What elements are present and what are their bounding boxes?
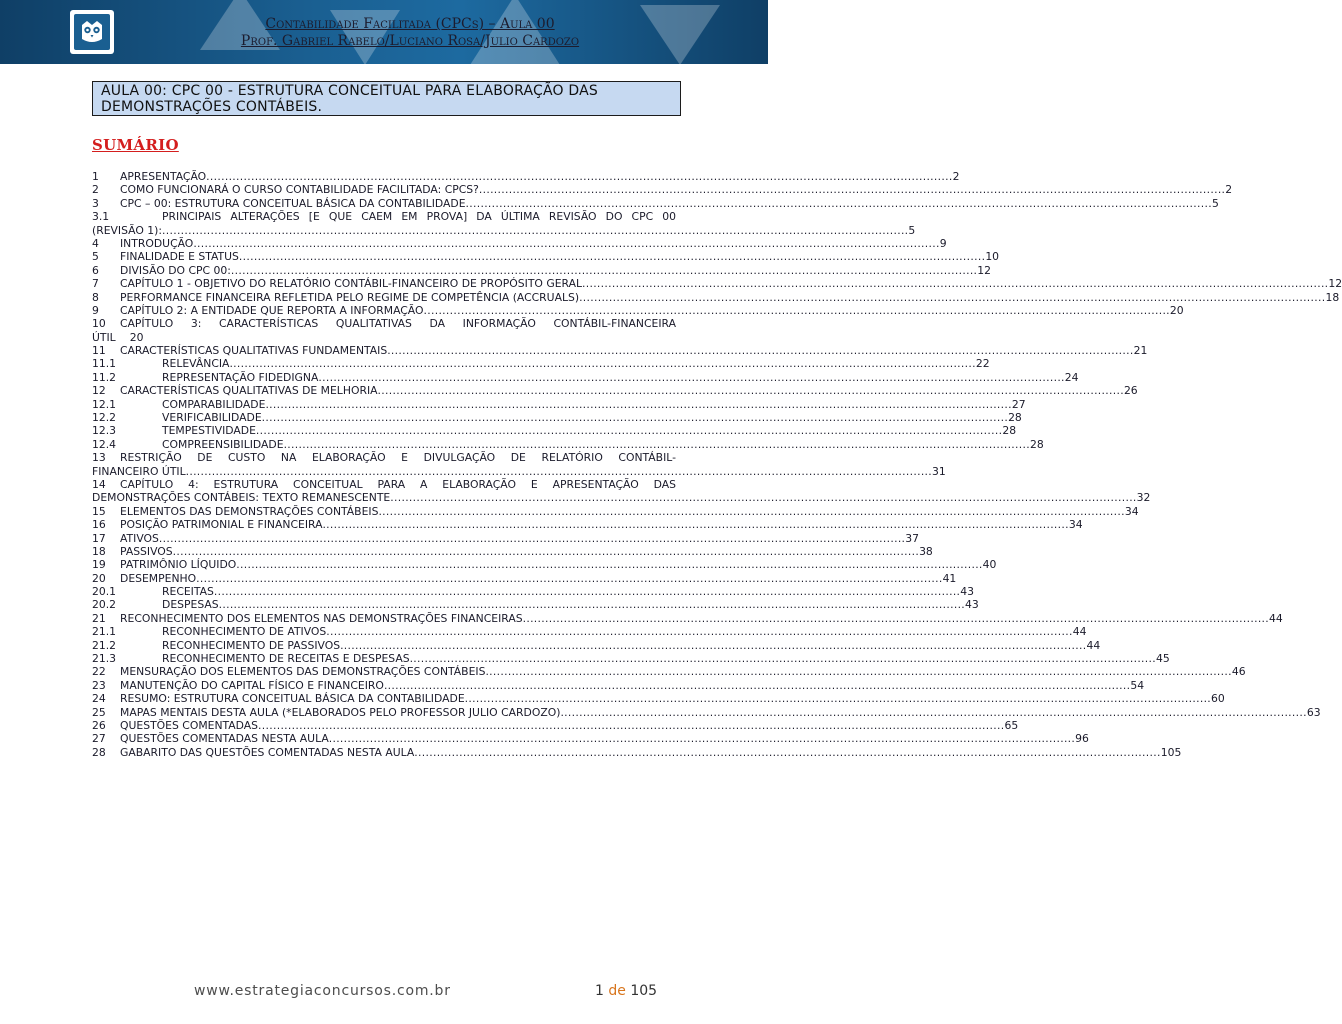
toc-number: 17 <box>92 531 106 545</box>
toc-title: CPC – 00: ESTRUTURA CONCEITUAL BÁSICA DA CONTABILIDADE <box>120 196 466 210</box>
toc-title: RECONHECIMENTO DE ATIVOS <box>162 625 327 639</box>
toc-entry[interactable] <box>92 451 946 478</box>
sumario-heading: SUMÁRIO <box>92 136 179 154</box>
toc-number: 20.1 <box>92 585 117 599</box>
toc-title: RESUMO: ESTRUTURA CONCEITUAL BÁSICA DA CONTABILIDADE <box>120 692 465 706</box>
toc-title: ATIVOS <box>120 531 159 545</box>
toc-title: RECONHECIMENTO DOS ELEMENTOS NAS DEMONSTRAÇÕES FINANCEIRAS <box>120 611 523 625</box>
toc-title: QUESTÕES COMENTADAS NESTA AULA <box>120 732 329 746</box>
toc-title: CAPÍTULO 1 - OBJETIVO DO RELATÓRIO CONTÁBIL-FINANCEIRO DE PROPÓSITO GERAL <box>120 277 582 291</box>
toc-title-continued: ÚTIL <box>92 330 116 344</box>
toc-number: 2 <box>92 183 99 197</box>
toc-page-number: 20 <box>1169 303 1184 317</box>
toc-title: PRINCIPAIS ALTERAÇÕES [E QUE CAEM EM PROVA] DA ÚLTIMA REVISÃO DO CPC 00 <box>162 210 676 224</box>
toc-entry[interactable] <box>92 210 916 237</box>
toc-title: FINALIDADE E STATUS <box>120 250 239 264</box>
toc-page-number: 26 <box>1123 384 1138 398</box>
toc-leader: ........................................................................................................................................................................................................ <box>390 491 1137 505</box>
toc-entry[interactable] <box>92 531 920 545</box>
toc-page-number: 20 <box>129 330 144 344</box>
toc-entry[interactable] <box>92 518 1083 532</box>
toc-entry[interactable] <box>92 638 1101 652</box>
lesson-title: AULA 00: CPC 00 - ESTRUTURA CONCEITUAL PARA ELABORAÇÃO DAS DEMONSTRAÇÕES CONTÁBEIS. <box>101 82 598 115</box>
toc-leader: ........................................................................................................................................................................................................ <box>423 303 1170 317</box>
toc-number: 8 <box>92 290 99 304</box>
toc-entry[interactable] <box>92 652 1170 666</box>
toc-title: INTRODUÇÃO <box>120 236 194 250</box>
page-current: 1 <box>595 983 604 999</box>
toc-number: 27 <box>92 732 106 746</box>
toc-page-number: 44 <box>1086 638 1101 652</box>
footer-url[interactable]: www.estrategiaconcursos.com.br <box>194 983 451 999</box>
toc-leader: ........................................................................................................................................................................................................ <box>162 223 909 237</box>
toc-leader: ........................................................................................................................................................................................................ <box>236 558 983 572</box>
toc-leader: ........................................................................................................................................................................................................ <box>326 625 1073 639</box>
toc-page-number: 31 <box>932 464 946 478</box>
toc-title: DIVISÃO DO CPC 00: <box>120 263 231 277</box>
toc-leader: ........................................................................................................................................................................................................ <box>238 250 986 264</box>
table-of-contents <box>92 169 1342 759</box>
toc-leader: ........................................................................................................................................................................................................ <box>258 719 1005 732</box>
toc-entry[interactable] <box>92 598 979 612</box>
professors-line: Prof. Gabriel Rabelo/Luciano Rosa/Julio Cardozo <box>240 33 580 49</box>
toc-leader: ........................................................................................................................................................................................................ <box>560 705 1307 719</box>
toc-entry[interactable] <box>92 732 1089 746</box>
owl-logo-icon <box>70 10 114 54</box>
toc-entry[interactable] <box>92 169 960 183</box>
toc-title: MANUTENÇÃO DO CAPITAL FÍSICO E FINANCEIRO <box>120 678 384 692</box>
toc-title: APRESENTAÇÃO <box>120 169 207 183</box>
toc-title: COMPREENSIBILIDADE <box>162 437 284 451</box>
toc-number: 19 <box>92 558 106 572</box>
toc-number: 1 <box>92 169 99 183</box>
toc-number: 11 <box>92 344 106 358</box>
toc-title: MAPAS MENTAIS DESTA AULA (*ELABORADOS PELO PROFESSOR JULIO CARDOZO) <box>120 705 561 719</box>
toc-leader: ........................................................................................................................................................................................................ <box>579 290 1326 304</box>
toc-page-number: 41 <box>942 571 957 585</box>
toc-title: PATRIMÔNIO LÍQUIDO <box>120 558 237 572</box>
toc-entry[interactable] <box>92 705 1321 719</box>
toc-entry[interactable] <box>92 424 1017 438</box>
toc-number: 16 <box>92 518 106 532</box>
toc-entry[interactable] <box>92 611 1283 625</box>
toc-entry[interactable] <box>92 477 1151 505</box>
toc-number: 10 <box>92 317 106 331</box>
toc-page-number: 12 <box>977 263 992 277</box>
toc-page-number: 60 <box>1211 692 1225 706</box>
toc-entry[interactable] <box>92 585 975 599</box>
page-number <box>595 983 657 999</box>
toc-title: QUESTÕES COMENTADAS <box>120 719 259 732</box>
toc-page-number: 28 <box>1029 437 1044 451</box>
toc-leader: ........................................................................................................................................................................................................ <box>409 652 1156 666</box>
toc-title: GABARITO DAS QUESTÕES COMENTADAS NESTA AULA <box>120 745 415 759</box>
toc-entry[interactable] <box>92 397 1026 411</box>
toc-leader: ........................................................................................................................................................................................................ <box>172 544 920 558</box>
toc-title: RESTRIÇÃO DE CUSTO NA ELABORAÇÃO E DIVULGAÇÃO DE RELATÓRIO CONTÁBIL- <box>120 451 676 465</box>
toc-leader: ........................................................................................................................................................................................................ <box>522 611 1270 625</box>
toc-title: COMPARABILIDADE <box>162 397 266 411</box>
toc-page-number: 44 <box>1269 611 1283 625</box>
toc-title: CAPÍTULO 2: A ENTIDADE QUE REPORTA A INFORMAÇÃO <box>120 303 424 317</box>
toc-number: 22 <box>92 665 106 679</box>
toc-entry[interactable] <box>92 571 957 585</box>
toc-page-number: 37 <box>905 531 920 545</box>
toc-leader: ........................................................................................................................................................................................................ <box>318 370 1065 384</box>
toc-leader: ........................................................................................................................................................................................................ <box>185 464 933 478</box>
toc-leader: ........................................................................................................................................................................................................ <box>478 183 1226 197</box>
toc-entry[interactable] <box>92 263 992 277</box>
toc-leader: ........................................................................................................................................................................................................ <box>377 384 1124 398</box>
page-total: 105 <box>630 983 658 999</box>
toc-leader: ........................................................................................................................................................................................................ <box>322 518 1069 532</box>
toc-number: 15 <box>92 504 106 518</box>
toc-number: 20.2 <box>92 598 117 612</box>
toc-entry[interactable] <box>92 303 1184 317</box>
toc-number: 21.1 <box>92 625 117 639</box>
toc-leader: ........................................................................................................................................................................................................ <box>582 277 1329 291</box>
toc-number: 12 <box>92 384 106 398</box>
toc-number: 24 <box>92 692 106 706</box>
toc-number: 11.1 <box>92 357 117 371</box>
toc-page-number: 43 <box>965 598 979 612</box>
toc-leader: ........................................................................................................................................................................................................ <box>265 397 1012 411</box>
toc-title: CAPÍTULO 4: ESTRUTURA CONCEITUAL PARA A ELABORAÇÃO E APRESENTAÇÃO DAS <box>120 477 676 491</box>
toc-number: 12.1 <box>92 397 117 411</box>
toc-entry[interactable] <box>92 692 1225 706</box>
toc-entry[interactable] <box>92 665 1246 679</box>
header-text <box>150 16 670 50</box>
toc-title-continued: (REVISÃO 1): <box>92 223 163 237</box>
toc-number: 28 <box>92 745 106 759</box>
toc-number: 13 <box>92 451 106 465</box>
toc-entry[interactable] <box>92 544 933 558</box>
toc-entry[interactable] <box>92 183 1233 197</box>
toc-number: 12.4 <box>92 437 117 451</box>
toc-page-number: 27 <box>1011 397 1026 411</box>
toc-number: 9 <box>92 303 99 317</box>
toc-page-number: 2 <box>952 169 960 183</box>
toc-page-number: 18 <box>1325 290 1340 304</box>
toc-number: 4 <box>92 236 99 250</box>
toc-page-number: 32 <box>1136 491 1151 505</box>
toc-page-number: 34 <box>1068 518 1083 532</box>
toc-page-number: 34 <box>1124 504 1139 518</box>
toc-leader: ........................................................................................................................................................................................................ <box>464 692 1212 706</box>
toc-number: 21.2 <box>92 638 117 652</box>
toc-title: RECONHECIMENTO DE PASSIVOS <box>162 638 341 652</box>
toc-title: TEMPESTIVIDADE <box>162 424 256 438</box>
toc-entry[interactable] <box>92 357 990 371</box>
toc-title: CAPÍTULO 3: CARACTERÍSTICAS QUALITATIVAS DA INFORMAÇÃO CONTÁBIL-FINANCEIRA <box>120 317 676 331</box>
toc-title: COMO FUNCIONARÁ O CURSO CONTABILIDADE FACILITADA: CPCS? <box>120 183 479 197</box>
toc-page-number: 21 <box>1133 344 1148 358</box>
toc-title: REPRESENTAÇÃO FIDEDIGNA <box>162 370 319 384</box>
toc-page-number: 65 <box>1004 719 1019 732</box>
toc-title: RECEITAS <box>162 585 214 599</box>
toc-number: 11.2 <box>92 370 117 384</box>
toc-number: 12.3 <box>92 424 117 438</box>
toc-page-number: 63 <box>1306 705 1321 719</box>
toc-leader: ........................................................................................................................................................................................................ <box>414 745 1161 759</box>
toc-leader: ........................................................................................................................................................................................................ <box>283 437 1030 451</box>
toc-page-number: 96 <box>1075 732 1089 746</box>
toc-title: PASSIVOS <box>120 544 173 558</box>
toc-leader: ........................................................................................................................................................................................................ <box>218 598 966 612</box>
toc-number: 3 <box>92 196 99 210</box>
toc-title-continued: FINANCEIRO ÚTIL <box>92 464 186 478</box>
toc-entry[interactable] <box>92 290 1340 304</box>
toc-number: 12.2 <box>92 411 117 425</box>
toc-title: CARACTERÍSTICAS QUALITATIVAS DE MELHORIA <box>120 384 378 398</box>
toc-number: 26 <box>92 719 106 732</box>
toc-leader: ........................................................................................................................................................................................................ <box>383 678 1131 692</box>
toc-entry[interactable] <box>92 317 676 344</box>
toc-number: 6 <box>92 263 99 277</box>
toc-title: DESPESAS <box>162 598 219 612</box>
toc-page-number: 10 <box>985 250 1000 264</box>
toc-page-number: 12 <box>1328 277 1342 291</box>
toc-leader: ........................................................................................................................................................................................................ <box>465 196 1212 210</box>
toc-entry[interactable] <box>92 411 1022 425</box>
toc-leader: ........................................................................................................................................................................................................ <box>213 585 961 599</box>
toc-entry[interactable] <box>92 344 1148 358</box>
toc-number: 3.1 <box>92 210 110 224</box>
toc-page-number: 45 <box>1155 652 1170 666</box>
toc-title: MENSURAÇÃO DOS ELEMENTOS DAS DEMONSTRAÇÕES CONTÁBEIS <box>120 665 486 679</box>
toc-leader: ........................................................................................................................................................................................................ <box>230 263 978 277</box>
toc-entry[interactable] <box>92 745 1182 759</box>
toc-leader: ........................................................................................................................................................................................................ <box>255 424 1003 438</box>
toc-leader: ........................................................................................................................................................................................................ <box>196 571 943 585</box>
toc-page-number: 46 <box>1231 665 1246 679</box>
page-footer <box>0 980 768 1004</box>
toc-page-number: 28 <box>1002 424 1017 438</box>
page-of: de <box>608 983 626 999</box>
toc-entry[interactable] <box>92 719 1019 732</box>
toc-page-number: 40 <box>982 558 997 572</box>
toc-number: 21 <box>92 611 106 625</box>
toc-leader: ........................................................................................................................................................................................................ <box>340 638 1087 652</box>
toc-page-number: 5 <box>908 223 916 237</box>
toc-leader: ........................................................................................................................................................................................................ <box>229 357 976 371</box>
toc-entry[interactable] <box>92 384 1138 398</box>
toc-leader: ........................................................................................................................................................................................................ <box>485 665 1232 679</box>
toc-entry[interactable] <box>92 625 1087 639</box>
toc-entry[interactable] <box>92 370 1079 384</box>
toc-leader: ........................................................................................................................................................................................................ <box>206 169 953 183</box>
toc-leader: ........................................................................................................................................................................................................ <box>387 344 1134 358</box>
toc-entry[interactable] <box>92 678 1145 692</box>
toc-page-number: 44 <box>1072 625 1087 639</box>
toc-page-number: 43 <box>960 585 975 599</box>
toc-title: CARACTERÍSTICAS QUALITATIVAS FUNDAMENTAIS <box>120 344 388 358</box>
toc-leader: ........................................................................................................................................................................................................ <box>328 732 1076 746</box>
toc-number: 20 <box>92 571 106 585</box>
toc-title: RECONHECIMENTO DE RECEITAS E DESPESAS <box>162 652 410 666</box>
toc-number: 7 <box>92 277 99 291</box>
toc-page-number: 54 <box>1130 678 1145 692</box>
toc-entry[interactable] <box>92 236 947 250</box>
toc-title: RELEVÂNCIA <box>162 357 230 371</box>
toc-title: VERIFICABILIDADE <box>162 411 262 425</box>
toc-entry[interactable] <box>92 437 1044 451</box>
toc-number: 21.3 <box>92 652 117 666</box>
toc-entry[interactable] <box>92 196 1219 210</box>
toc-leader: ........................................................................................................................................................................................................ <box>158 531 906 545</box>
toc-leader: ........................................................................................................................................................................................................ <box>378 504 1125 518</box>
toc-number: 18 <box>92 544 106 558</box>
toc-page-number: 24 <box>1064 370 1079 384</box>
toc-entry[interactable] <box>92 504 1139 518</box>
toc-title-continued: DEMONSTRAÇÕES CONTÁBEIS: TEXTO REMANESCENTE <box>92 491 391 505</box>
toc-number: 23 <box>92 678 106 692</box>
toc-number: 14 <box>92 477 106 491</box>
toc-title: DESEMPENHO <box>120 571 197 585</box>
page-header <box>0 0 768 64</box>
toc-entry[interactable] <box>92 558 997 572</box>
toc-page-number: 2 <box>1225 183 1233 197</box>
toc-page-number: 22 <box>975 357 990 371</box>
toc-entry[interactable] <box>92 277 1342 291</box>
toc-title: PERFORMANCE FINANCEIRA REFLETIDA PELO REGIME DE COMPETÊNCIA (ACCRUALS) <box>120 290 580 304</box>
toc-title: POSIÇÃO PATRIMONIAL E FINANCEIRA <box>120 518 323 532</box>
toc-number: 25 <box>92 705 106 719</box>
toc-leader: ........................................................................................................................................................................................................ <box>193 236 940 250</box>
toc-title: ELEMENTOS DAS DEMONSTRAÇÕES CONTÁBEIS <box>120 504 379 518</box>
toc-page-number: 105 <box>1160 745 1182 759</box>
toc-page-number: 5 <box>1211 196 1219 210</box>
toc-page-number: 28 <box>1008 411 1022 425</box>
lesson-title-box <box>92 81 681 116</box>
toc-page-number: 9 <box>939 236 947 250</box>
toc-number: 5 <box>92 250 99 264</box>
toc-entry[interactable] <box>92 250 1000 264</box>
course-title: Contabilidade Facilitada (CPCs) – Aula 00 <box>265 16 555 32</box>
toc-page-number: 38 <box>919 544 933 558</box>
toc-leader: ........................................................................................................................................................................................................ <box>261 411 1009 425</box>
